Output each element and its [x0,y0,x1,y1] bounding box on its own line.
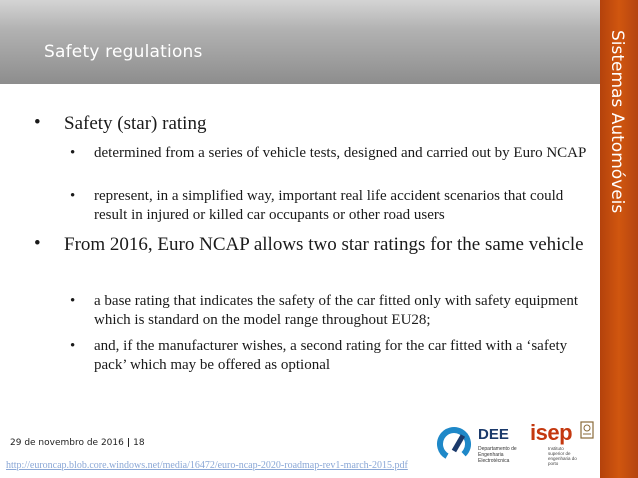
sub-bullet-dot-icon: • [70,145,76,161]
dee-logo-subtitle: Departamento de Engenharia Electrotécnica [478,446,517,464]
page-number: 18 [133,438,145,448]
sub-bullet-text: a base rating that indicates the safety of the car fitted only with safety equipment which is standard on the model range throughout EU28; [94,293,578,328]
isep-logo-name: isep [530,420,573,445]
side-banner [600,0,638,478]
dee-logo [436,424,526,466]
sub-bullet-text: determined from a series of vehicle tests, designed and carried out by Euro NCAP [94,145,587,161]
isep-logo-subtitle: Instituto superior de engenharia do porto [548,446,577,466]
bullet-text: Safety (star) rating [64,113,207,134]
bullet-dot-icon: • [34,233,41,254]
source-link[interactable]: http://euroncap.blob.core.windows.net/media/16472/euro-ncap-2020-roadmap-rev1-march-2015.pdf [6,460,408,471]
sub-bullet-dot-icon: • [70,293,76,309]
slide-header [0,0,600,84]
dee-emblem-icon [436,426,472,462]
side-banner-label: Sistemas Automóveis [607,30,627,214]
dee-logo-name: DEE [478,426,509,443]
sub-bullet-dot-icon: • [70,338,76,354]
bullet-text: From 2016, Euro NCAP allows two star ratings for the same vehicle [64,234,584,255]
footer-date [10,438,145,448]
sub-bullet-text: represent, in a simplified way, important real life accident scenarios that could result in injured or killed car occupants or other road users [94,188,564,223]
sub-bullet-text: and, if the manufacturer wishes, a second rating for the car fitted with a ‘safety pack’ which may be offered as optional [94,338,568,373]
footer-separator: | [126,438,131,448]
isep-emblem-icon [578,420,596,440]
slide-title: Safety regulations [44,42,203,62]
footer-date-text: 29 de novembro de 2016 [10,438,124,448]
isep-logo [530,420,596,466]
bullet-dot-icon: • [34,112,41,133]
sub-bullet-dot-icon: • [70,188,76,204]
